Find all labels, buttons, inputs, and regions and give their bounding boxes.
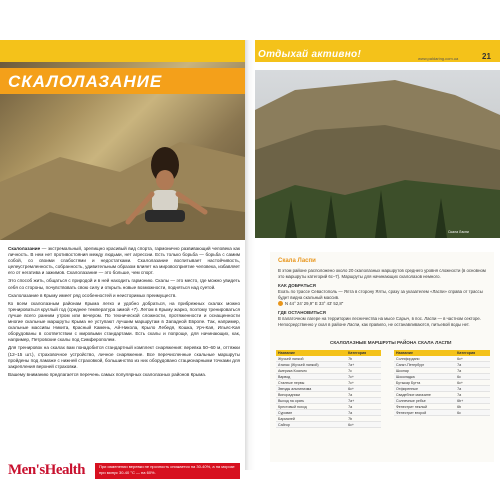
stay-text: В палаточном лагере на территории лесничества на мысе Сарыч, в пос. Ласпи — в частном секторе. Непосредственно у скал в районе Ласпи, как правило, не останавливаются, питьевой воды нет. (278, 316, 481, 327)
route-name: Сайгор (276, 422, 346, 428)
paragraph: Это способ жить, общаться с природой и в ней находить гармонию. Скалы — это место, где можно увидеть себя со стороны, почувствовать свою силу и открыть новые возможности, подняться над суетой. (8, 278, 240, 290)
column-header: Категория (346, 350, 381, 356)
route-name: Варвод (276, 374, 346, 380)
route-grade: 7с (346, 368, 381, 374)
route-name: Сталные нервы (276, 380, 346, 386)
coordinates-value: N 44° 24' 29,9" E 33° 43' 52,8" (285, 301, 344, 306)
route-grade: 7а+ (346, 362, 381, 368)
route-grade: 7а (455, 368, 490, 374)
route-name: Шконар (394, 368, 455, 374)
location-pin-icon (278, 301, 283, 306)
route-grade: 6с (455, 410, 490, 416)
page-number: 21 (482, 52, 491, 61)
header-bar-left (0, 40, 245, 62)
route-grade: 7а (455, 362, 490, 368)
route-grade: 7а (346, 404, 381, 410)
route-name: Звезды альпинизма (276, 386, 346, 392)
route-name: Свадебное магазине (394, 392, 455, 398)
paragraph: Ко всем скалолазным районам Крыма легко и удобно добраться, на прибрежных скалах можно тренироваться круглый год (среднее температура зимой +7). Летом в Крыму жарко, поэтому тренироваться лучше всего ранним утром или вечером. По технической сложности, протяженности и оснащенности многие скальные маршруты Крыма не уступают лучшим маршрутам в Западной Европе. Так, например, скальные массивы Никита, Красный Камень, Ай-Никола, Крыло Лебедя, Кошка, Урч-Кая, Ильяс-Кая оборудованы в соответствии с мировыми стандартами. Есть скалы и попроще, для начинающих, как, например, Петровские скалы под Симферополем. (8, 300, 240, 343)
route-grade: 7а (346, 410, 381, 416)
info-heading: Скала Ласпи (278, 258, 316, 264)
info-body (278, 268, 488, 328)
route-grade: 7с+ (346, 374, 381, 380)
route-grade: 6b (455, 404, 490, 410)
route-grade: 7а+ (346, 398, 381, 404)
paragraph: Вашему вниманию предлагается перечень самых популярных скалолазных районов Крыма. (8, 371, 207, 377)
route-grade: 7с+ (346, 380, 381, 386)
page-spine (245, 40, 255, 470)
route-name: Солнечные ребье (394, 398, 455, 404)
cliff-photo (255, 70, 500, 238)
route-grade: 6с+ (346, 386, 381, 392)
route-name: Санкт-Петербург (394, 362, 455, 368)
route-grade: 7а (455, 392, 490, 398)
routes-table-right (394, 350, 490, 416)
route-name: Америка Косичек (276, 368, 346, 374)
route-name: Жучьей лапкой (276, 356, 346, 362)
how-to-get-label: КАК ДОБРАТЬСЯ (278, 283, 316, 288)
info-description: В этом районе расположено около 20 скалолазных маршрутов среднего уровня сложности (в основном это маршруты категорий 6с–7). Маршруты для начинающих скалолазов немного. (278, 268, 486, 279)
route-name: Бутыкар Бутта (394, 380, 455, 386)
photo-caption: Скала Ласпи (448, 230, 469, 234)
lead-paragraph (8, 246, 240, 276)
column-header: Название (276, 350, 346, 356)
route-name: Бармалей (276, 416, 346, 422)
paragraph: Для тренировок на скалах вам понадобится стандартный комплект снаряжения: веревка 50–60 м, оттяжки (12–15 шт.), страховочное устройство, личное снаряжение. Все перечисленные скальные маршруты пройдены под ламаже с нижней страховкой, большинство из них оборудовано стационарными точками для закрепления верхней страховки. (8, 345, 240, 369)
route-grade: 6с (455, 374, 490, 380)
route-name: Фенестрит второй (394, 410, 455, 416)
promo-note: При изменении веревки не прочность снижается на 30-40%, а на морозе при минус 30-40 °C — на 60%. (95, 463, 240, 479)
header-banner: Отдыхай активно! (258, 49, 362, 60)
column-header: Название (394, 350, 455, 356)
site-url: www.paldaring.com.ua (418, 56, 459, 61)
table-row (394, 410, 490, 416)
coordinates (278, 301, 488, 307)
route-name: Винорадники (276, 392, 346, 398)
route-name: Солнфордано (394, 356, 455, 362)
mens-health-logo: Men'sHealth (8, 462, 85, 478)
stay-label: ГДЕ ОСТАНОВИТЬСЯ (278, 310, 326, 315)
route-grade: 7b (346, 356, 381, 362)
route-grade: 7а (346, 392, 381, 398)
route-name: Фенестрит пеклый (394, 404, 455, 410)
lead-term: Скалолазание (8, 246, 41, 251)
routes-table-left (276, 350, 381, 428)
paragraph: Скалолазание в Крыму имеет ряд особенностей и неисторимых преимуществ. (8, 292, 177, 298)
column-header: Категория (455, 350, 490, 356)
route-grade: 6с+ (346, 422, 381, 428)
how-to-get-text: Ехать по трассе Севастополь — Ялта в сторону Ялты, сразу за указателем «Ласпи» справа от трассы будет видна скальный массив. (278, 289, 483, 300)
article-body (8, 246, 240, 380)
route-name: Атанас (Жучьей лапкой) (276, 362, 346, 368)
route-name: Суровин (276, 410, 346, 416)
article-title: СКАЛОЛАЗАНИЕ (8, 72, 163, 91)
route-grade: 7b (346, 416, 381, 422)
route-name: Отфиренные (394, 386, 455, 392)
routes-table-title: СКАЛОЛАЗНЫЕ МАРШРУТЫ РАЙОНА СКАЛА ЛАСПИ (330, 340, 452, 345)
lead-text: — экстремальный, зрелищно красивый вид спорта, гармонично развивающий человека как личность. В нем нет противостояния между людьми, нет агрессии. Есть только борьба — борьба с самим собой, со своими слабостями и недостатками. Скалолазание воспитывает настойчивость, целеустремленность, собранность, удивительным образом влияет на мировосприятие человека, избавляет его от негатива и зажимов. Скалолазание — это больше, чем спорт. (8, 246, 240, 276)
route-grade: 6b+ (455, 398, 490, 404)
table-row (276, 422, 381, 428)
route-name: Выход на орать (276, 398, 346, 404)
route-name: Крестовый поход (276, 404, 346, 410)
route-grade: 6с+ (455, 380, 490, 386)
cliff-illustration (255, 70, 500, 238)
route-grade: 7а (455, 386, 490, 392)
route-grade: 6с+ (455, 356, 490, 362)
route-name: Шоколадка (394, 374, 455, 380)
